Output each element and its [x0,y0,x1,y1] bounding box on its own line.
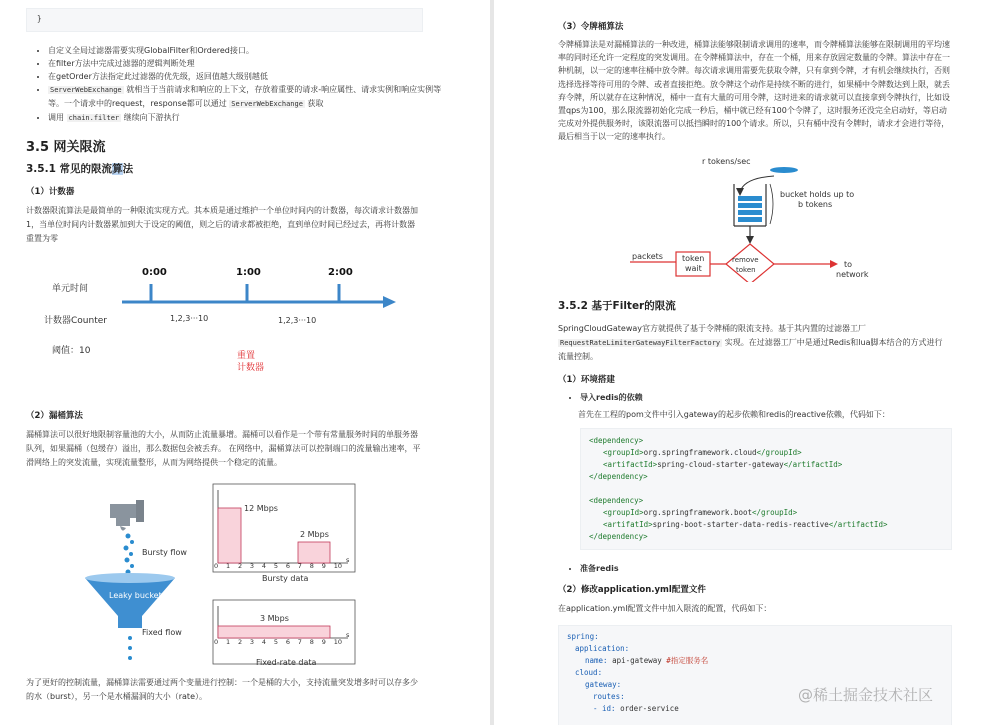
inline-code: chain.filter [68,114,120,122]
chart-caption: Fixed-rate data [256,658,317,667]
yml-paragraph: 在application.yml配置文件中加入限流的配置，代码如下： [558,604,772,613]
tick-label: 7 [297,638,302,646]
code-token: spring-cloud-starter-gateway [657,460,784,469]
yml-code-block [558,625,952,725]
bar-value-label: 2 Mbps [300,530,329,539]
count-sequence: 1,2,3···10 [278,316,317,325]
time-label: 2:00 [328,267,353,278]
x-axis-ticks-fixed [214,638,342,646]
bar-value-label: 12 Mbps [244,504,278,513]
counter-label: 计数器Counter [44,316,107,326]
list-item: • 在filter方法中完成过滤器的逻辑判断处理 [48,57,448,70]
highlighted-text: 算 [112,163,123,175]
list-item: • 在getOrder方法指定此过滤器的优先级，返回值越大级别越低 [48,70,448,83]
text: 就相当于当前请求和响应的上下文，存放着重要的请求-响应属性、请求实 [123,85,386,94]
tick-label: 2 [237,562,243,570]
code-line [585,655,708,667]
code-line: } [37,14,42,23]
tick-label: 9 [321,562,326,570]
leaky-summary-paragraph: 为了更好的控制流量，漏桶算法需要通过两个变量进行控制：一个是桶的大小，支持流量突发增多时可以存多少的水（burst），另一个是水桶漏洞的大小（rate）。 [26,678,418,701]
code-token: </groupId> [756,448,802,457]
heading-text: 法 [122,163,134,175]
list-item [48,83,448,111]
tick-label: 0 [214,562,219,570]
code-token: </dependency> [589,472,648,481]
code-token: - id: [593,704,616,713]
code-line [603,459,842,471]
bullet-redis-dependency [564,391,960,404]
code-token: org.springframework.cloud [643,448,757,457]
remove-token-label: token [736,266,756,274]
filter-heading: 3.5.2 基于Filter的限流 [558,300,676,312]
threshold-label: 阈值：10 [52,346,91,356]
tick-label: 2 [237,638,243,646]
counter-heading: （1）计数器 [26,187,75,197]
inline-code: ServerWebExchange [231,100,303,108]
token-bucket-heading: （3）令牌桶算法 [558,22,624,32]
tick-label: 3 [249,638,255,646]
text: 继续向下游执行 [121,113,180,122]
text: SpringCloudGateway官方就提供了基于令牌桶的限流支持。基于其内置的过滤器工厂 [558,324,867,333]
list-item: • 准备redis [580,562,960,575]
tick-label: 4 [261,638,267,646]
code-token: <dependency> [589,436,644,445]
code-line [589,531,648,543]
tick-label: 7 [297,562,302,570]
text: 获取 [304,99,324,108]
time-label: 1:00 [236,267,261,278]
code-line [589,495,643,507]
count-sequence: 1,2,3···10 [170,314,209,323]
pom-code-block [580,428,952,550]
reset-label: 计数器 [237,363,265,373]
network-label: network [836,270,869,279]
inline-code: RequestRateLimiterGatewayFilterFactory [560,339,721,347]
code-token: <artifatId> [603,520,653,529]
code-line [589,435,643,447]
code-token: <artifactId> [603,460,658,469]
inline-code: ServerWebExchange [50,86,122,94]
tick-label: 6 [285,562,290,570]
code-token: <dependency> [589,496,644,505]
code-token: order-service [615,704,679,713]
heading-text: 3.5.1 常见的限流 [26,163,113,175]
fixed-flow-label: Fixed flow [142,628,182,637]
code-line [589,471,648,483]
tick-label: 1 [225,562,231,570]
reset-label: 重置 [237,351,256,361]
code-token: spring-boot-starter-data-redis-reactive [652,520,829,529]
tick-label: 5 [273,562,278,570]
code-token: </groupId> [752,508,798,517]
code-block-top [26,8,423,32]
code-token: </dependency> [589,532,648,541]
leaky-bucket-figure [80,478,380,673]
list-item: • 导入redis的依赖 [580,391,960,404]
bar-value-label: 3 Mbps [260,614,289,623]
code-token: <groupId> [603,508,644,517]
packets-label: packets [632,252,663,261]
code-token: </artifactId> [828,520,888,529]
bucket-capacity-label: bucket holds up to [780,190,855,199]
tick-label: 1 [225,638,231,646]
token-bucket-paragraph: 令牌桶算法是对漏桶算法的一种改进，桶算法能够限制请求调用的速率，而令牌桶算法能够在限制调用的平均速率的同时还允许一定程度的突发调用。在令牌桶算法中，存在一个桶，用来存放固定数量的令牌。算法中存在一种机制，以一定的速率往桶中放令牌。每次请求调用需要先获取令牌，只有拿到令牌，才有机会继续执行，否则选择选择等待可用的令牌、或者直接拒绝。放令牌这个动作是持续不断的进行，如果桶中令牌数达到上限，就丢弃令牌，所以就存在这种情况，桶中一直有大量的可用令牌，这时进来的请求就可以直接拿到令牌执行，比如设置qps为100，那么限流器初始化完成一秒后，桶中就已经有100个令牌了，这时服务还没完全启动好，等启动完成对外提供服务时，该限流器可以抵挡瞬时的100个请求。所以，只有桶中没有令牌时，请求才会进行等待，最后相当于以一定的速率执行。 [558,40,950,142]
code-line: application: [575,644,630,653]
tick-label: 10 [333,638,342,646]
code-line [603,507,797,519]
text: 调用 [48,113,67,122]
left-page [0,0,490,725]
filter-paragraph [558,322,950,364]
watermark: @稀土掘金技术社区 [798,686,934,704]
tick-label: 9 [321,638,326,646]
code-token: </artifactId> [783,460,843,469]
tick-label: 0 [214,638,219,646]
right-page [494,0,985,725]
bullet-prepare-redis [564,562,960,575]
bucket-capacity-label: b tokens [798,200,833,209]
token-wait-label: token [682,254,705,263]
network-label: to [844,260,853,269]
tick-label: 10 [333,562,342,570]
leaky-bucket-label: Leaky bucket [109,591,162,600]
code-token: api-gateway [607,656,667,665]
env-heading: （1）环境搭建 [558,375,615,385]
leaky-heading: （2）漏桶算法 [26,411,83,421]
pom-paragraph: 首先在工程的pom文件中引入gateway的起步依赖和redis的reactive依赖，代码如下： [578,410,890,419]
remove-token-label: remove [732,256,759,264]
axis-unit: s [346,556,350,564]
bursty-flow-label: Bursty flow [142,548,187,557]
tick-label: 5 [273,638,278,646]
tick-label: 8 [309,562,314,570]
code-token: <groupId> [603,448,644,457]
counter-diagram [0,258,490,378]
unit-time-label: 单元时间 [52,284,89,294]
code-token: name: [585,656,608,665]
code-line [603,519,887,531]
tick-label: 8 [309,638,314,646]
code-line [603,447,802,459]
axis-unit: s [346,631,350,639]
code-line: gateway: [585,680,622,689]
token-wait-label: wait [685,264,702,273]
tick-label: 3 [249,562,255,570]
chart-caption: Bursty data [262,574,309,583]
token-bucket-illustration [624,152,924,282]
time-label: 0:00 [142,267,167,278]
token-bucket-diagram [624,152,924,282]
list-item [48,111,448,125]
bullet-list-filter [32,44,448,125]
text: 例和响应实例等等。一个请求中的request，response都可以通过 [48,85,442,108]
code-line: cloud: [575,668,603,677]
code-token: org.springframework.boot [643,508,753,517]
tick-label: 4 [261,562,267,570]
code-token: #指定服务名 [666,656,709,665]
tick-label: 6 [285,638,290,646]
code-line [593,703,679,715]
leaky-paragraph: 漏桶算法可以很好地限制容量池的大小，从而防止流量暴增。漏桶可以看作是一个带有常量服务时间的单服务器队列，如果漏桶（包缓存）溢出，那么数据包会被丢弃。 在网络中，漏桶算法可以控制端口的流量输出速率，平滑网络上的突发流量，实现流量整形，从而为网络提供一个稳定的流量。 [26,430,421,467]
yml-heading: （2）修改application.yml配置文件 [558,585,706,595]
section-heading: 3.5 网关限流 [26,140,106,155]
x-axis-ticks-bursty [214,562,342,570]
list-item: • 自定义全局过滤器需要实现GlobalFilter和Ordered接口。 [48,44,448,57]
code-line: spring: [567,632,599,641]
code-line: routes: [593,692,625,701]
counter-paragraph: 计数器限流算法是最简单的一种限流实现方式。其本质是通过维护一个单位时间内的计数器，每次请求计数器加1，当单位时间内计数器累加到大于设定的阈值，则之后的请求都被拒绝，直到单位时间已经过去，再将计数器重置为零 [26,206,418,243]
text: 实现。在过滤器工厂中是通过Redis和lua脚本结合的方式进行流量控制。 [558,338,943,361]
rate-label: r tokens/sec [702,157,751,166]
subsection-heading [26,161,133,176]
